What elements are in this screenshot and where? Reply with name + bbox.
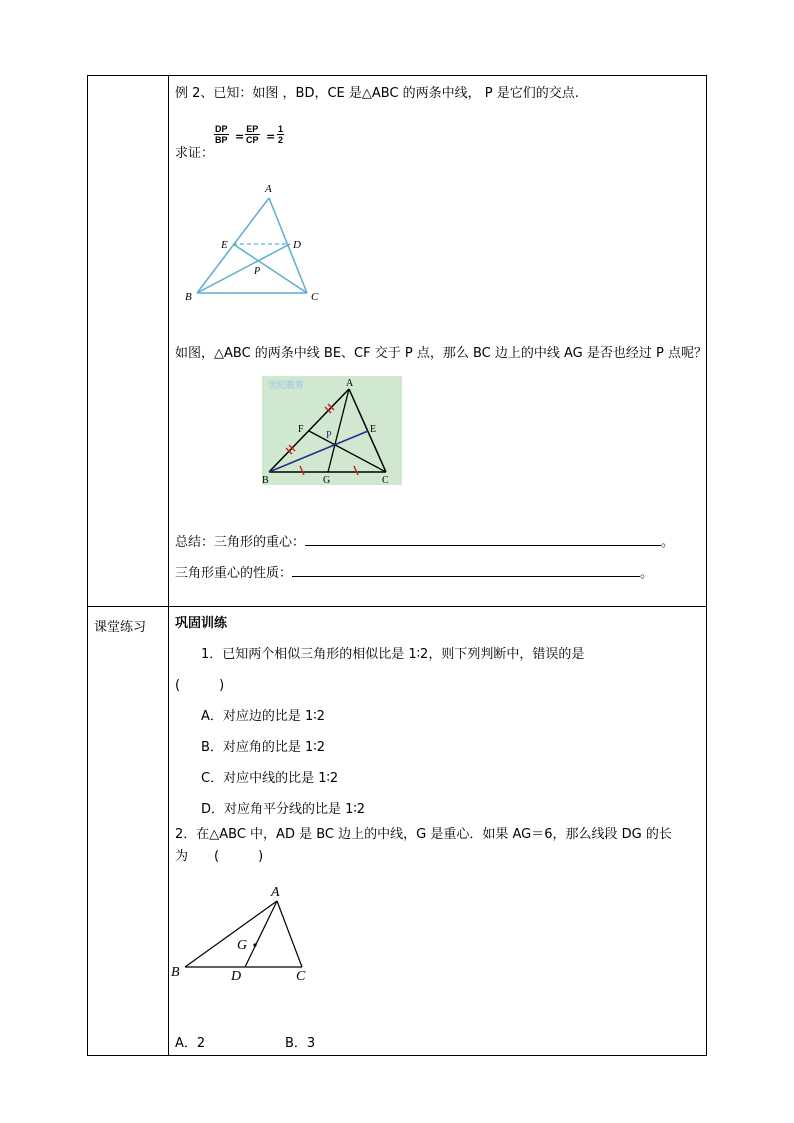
equals-sign-2: = (266, 130, 276, 143)
triangle-figure-2 (262, 376, 402, 485)
fig1-label-a: A (265, 183, 272, 195)
example-row-label-cell (88, 76, 169, 607)
practice-heading: 巩固训练 (175, 616, 228, 631)
fig3-label-c: C (296, 969, 306, 984)
fig3-side-ac (277, 901, 302, 967)
q2-option-a: A．2 (175, 1036, 206, 1051)
worksheet-table (87, 75, 707, 1056)
fig1-label-b: B (185, 291, 192, 303)
summary-property-blank[interactable] (292, 564, 640, 577)
equals-sign-1: = (235, 130, 245, 143)
example-content-cell (169, 76, 707, 607)
fig3-side-ab (185, 901, 277, 967)
fig2-label-p: P (326, 430, 332, 441)
fig3-point-g (253, 943, 256, 946)
fraction-dp-bp: $\frac{DP}{BP}$ (215, 124, 228, 145)
fig2-label-a: A (346, 378, 354, 389)
triangle-figure-1 (183, 180, 333, 305)
prove-label: 求证： (175, 146, 215, 161)
fraction-one-half: $\frac{1}{2}$ (278, 124, 284, 145)
fig3-label-d: D (231, 969, 242, 984)
fig3-median-ad (245, 901, 277, 967)
example-intro: 例 2、已知：如图 ，BD，CE 是△ABC 的两条中线， P 是它们的交点. (175, 86, 579, 101)
fig2-label-f: F (298, 424, 304, 435)
question-text: 如图，△ABC 的两条中线 BE、CF 交于 P 点，那么 BC 边上的中线 AG 是否也经过 P 点呢？ (175, 346, 707, 361)
fig2-label-b: B (262, 475, 269, 485)
q1-text: 1．已知两个相似三角形的相似比是 1∶2，则下列判断中，错误的是 (201, 647, 585, 662)
summary-centroid-blank[interactable] (305, 533, 661, 546)
fig2-label-g: G (323, 475, 331, 485)
summary-centroid-end: 。 (661, 535, 675, 550)
fig1-label-d: D (293, 239, 301, 251)
q1-option-a: A．对应边的比是 1∶2 (201, 709, 325, 724)
q1-option-d: D．对应角平分线的比是 1∶2 (201, 802, 366, 817)
q2-text-line1: 2．在△ABC 中，AD 是 BC 边上的中线，G 是重心．如果 AG＝6，那么线段 DG 的长 (175, 827, 672, 842)
practice-row-label: 课堂练习 (94, 620, 147, 635)
fig3-label-b: B (171, 965, 180, 980)
summary-property-label: 三角形重心的性质： (175, 566, 293, 581)
q1-option-c: C．对应中线的比是 1∶2 (201, 771, 339, 786)
q1-answer-blank: ( ) (175, 678, 225, 693)
practice-content-cell (169, 607, 707, 1056)
fig1-label-c: C (311, 291, 319, 303)
q2-option-b: B．3 (285, 1036, 316, 1051)
fig1-side-ab (197, 198, 269, 293)
q2-text-line2: 为 ( ) (175, 849, 264, 864)
summary-centroid-line (175, 533, 674, 551)
summary-centroid-label: 总结：三角形的重心： (175, 535, 306, 550)
practice-row-label-cell (88, 607, 169, 1056)
fig1-label-p: P (254, 266, 261, 277)
fraction-ep-cp: $\frac{EP}{CP}$ (246, 124, 259, 145)
fig1-label-e: E (221, 239, 228, 251)
q1-option-b: B．对应角的比是 1∶2 (201, 740, 325, 755)
fig2-label-e: E (370, 424, 377, 435)
fig2-watermark-logo: 世纪教育 (268, 380, 305, 390)
fig2-label-c: C (382, 475, 389, 485)
triangle-figure-3 (169, 883, 329, 993)
summary-property-line (175, 564, 653, 582)
fig3-label-a: A (271, 885, 280, 900)
summary-property-end: 。 (640, 566, 654, 581)
fig3-label-g: G (237, 938, 248, 953)
